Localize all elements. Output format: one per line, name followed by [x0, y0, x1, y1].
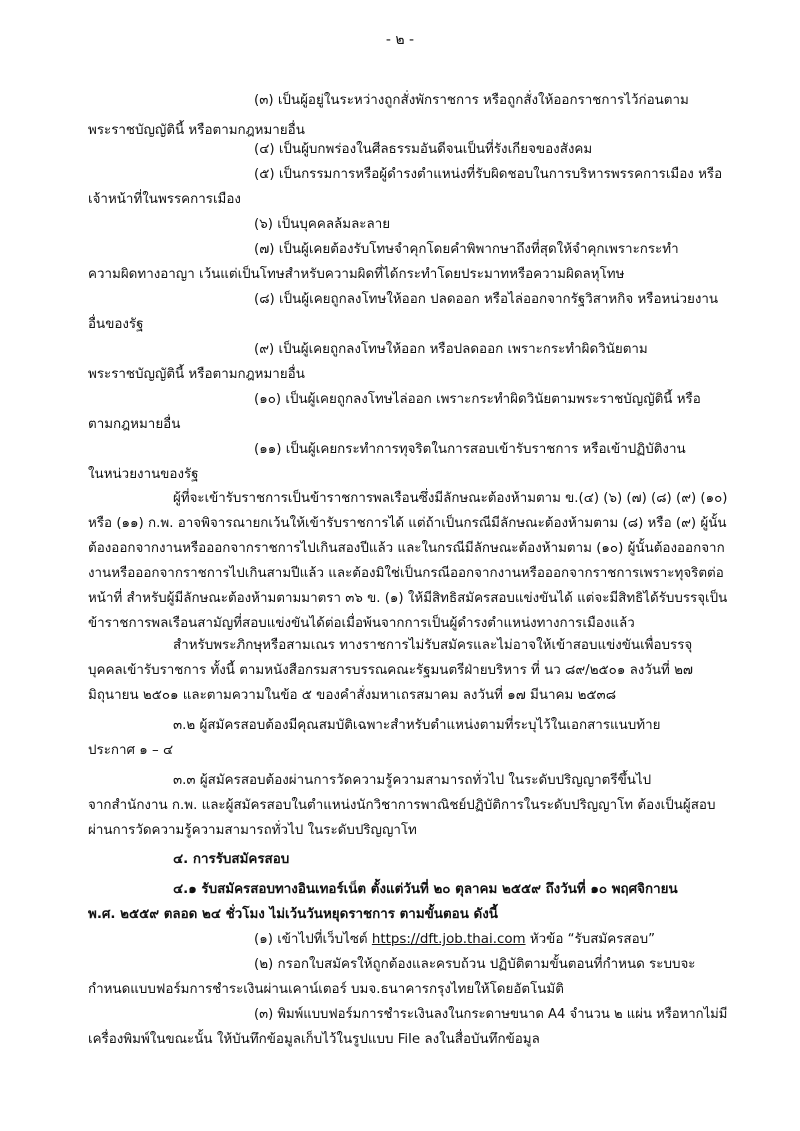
- item-5-cont: เจ้าหน้าที่ในพรรคการเมือง: [88, 192, 241, 207]
- item-9-cont: พระราชบัญญัตินี้ หรือตามกฎหมายอื่น: [88, 367, 305, 382]
- section-4-1-line-1: ๔.๑ รับสมัครสอบทางอินเทอร์เน็ต ตั้งแต่วันที่ ๒๐ ตุลาคม ๒๕๕๙ ถึงวันที่ ๑๐ พฤศจิกายน: [173, 882, 678, 897]
- section-4-1-line-2: พ.ศ. ๒๕๕๙ ตลอด ๒๔ ชั่วโมง ไม่เว้นวันหยุดราชการ ตามขั้นตอน ดังนี้: [88, 907, 498, 922]
- exemption-para-line-1: ผู้ที่จะเข้ารับราชการเป็นข้าราชการพลเรือนซึ่งมีลักษณะต้องห้ามตาม ข.(๔) (๖) (๗) (๘) (๙) (๑๐): [173, 491, 728, 506]
- item-9: (๙) เป็นผู้เคยถูกลงโทษให้ออก หรือปลดออก เพราะกระทำผิดวินัยตาม: [254, 342, 648, 357]
- page-number: - ๒ -: [385, 32, 415, 48]
- section-3-2-line-2: ประกาศ ๑ – ๔: [88, 743, 174, 758]
- step-2-line-2: กำหนดแบบฟอร์มการชำระเงินผ่านเคาน์เตอร์ บมจ.ธนาคารกรุงไทยให้โดยอัตโนมัติ: [88, 982, 564, 997]
- monk-para-line-1: สำหรับพระภิกษุหรือสามเณร ทางราชการไม่รับสมัครและไม่อาจให้เข้าสอบแข่งขันเพื่อบรรจุ: [173, 638, 693, 653]
- step-2-line-1: (๒) กรอกใบสมัครให้ถูกต้องและครบถ้วน ปฏิบัติตามขั้นตอนที่กำหนด ระบบจะ: [254, 957, 696, 972]
- item-8-cont: อื่นของรัฐ: [88, 317, 144, 332]
- section-3-3-line-2: จากสำนักงาน ก.พ. และผู้สมัครสอบในตำแหน่งนักวิชาการพาณิชย์ปฏิบัติการในระดับปริญญาโท ต้องเป็นผู้สอบ: [88, 798, 716, 813]
- exemption-para-line-4: งานหรือออกจากราชการไปเกินสามปีแล้ว และต้องมิใช่เป็นกรณีออกจากงานหรือออกจากราชการเพราะทุจริตต่อ: [88, 566, 724, 581]
- item-7-cont: ความผิดทางอาญา เว้นแต่เป็นโทษสำหรับความผิดที่ได้กระทำโดยประมาทหรือความผิดลหุโทษ: [88, 267, 625, 282]
- monk-para-line-2: บุคคลเข้ารับราชการ ทั้งนี้ ตามหนังสือกรมสารบรรณคณะรัฐมนตรีฝ่ายบริหาร ที่ นว ๘๙/๒๕๐๑ ลงวันที่ ๒๗: [88, 663, 693, 678]
- website-link[interactable]: https://dft.job.thai.com: [371, 932, 526, 947]
- step-1-prefix: (๑) เข้าไปที่เว็บไซต์: [254, 932, 372, 947]
- item-5: (๕) เป็นกรรมการหรือผู้ดำรงตำแหน่งที่รับผิดชอบในการบริหารพรรคการเมือง หรือ: [254, 167, 723, 182]
- item-10: (๑๐) เป็นผู้เคยถูกลงโทษไล่ออก เพราะกระทำผิดวินัยตามพระราชบัญญัตินี้ หรือ: [254, 392, 701, 407]
- section-3-3-line-1: ๓.๓ ผู้สมัครสอบต้องผ่านการวัดความรู้ความสามารถทั่วไป ในระดับปริญญาตรีขึ้นไป: [173, 773, 652, 788]
- exemption-para-line-3: ต้องออกจากงานหรือออกจากราชการไปเกินสองปีแล้ว และในกรณีมีลักษณะต้องห้ามตาม (๑๐) ผู้นั้นต้องออกจาก: [88, 541, 725, 556]
- item-10-cont: ตามกฎหมายอื่น: [88, 417, 181, 432]
- exemption-para-line-6: ข้าราชการพลเรือนสามัญที่สอบแข่งขันได้ต่อเมื่อพ้นจากการเป็นผู้ดำรงตำแหน่งทางการเมืองแล้ว: [88, 616, 635, 631]
- step-1-suffix: หัวข้อ “รับสมัครสอบ”: [525, 932, 656, 947]
- item-7: (๗) เป็นผู้เคยต้องรับโทษจำคุกโดยคำพิพากษาถึงที่สุดให้จำคุกเพราะกระทำ: [254, 242, 679, 257]
- item-3-cont: พระราชบัญญัตินี้ หรือตามกฎหมายอื่น: [88, 123, 305, 138]
- item-3: (๓) เป็นผู้อยู่ในระหว่างถูกสั่งพักราชการ หรือถูกสั่งให้ออกราชการไว้ก่อนตาม: [254, 93, 689, 108]
- exemption-para-line-2: หรือ (๑๑) ก.พ. อาจพิจารณายกเว้นให้เข้ารับราชการได้ แต่ถ้าเป็นกรณีมีลักษณะต้องห้ามตาม (๘) หรือ (๙) ผู้นั้น: [88, 516, 727, 531]
- item-6: (๖) เป็นบุคคลล้มละลาย: [254, 217, 391, 232]
- item-11: (๑๑) เป็นผู้เคยกระทำการทุจริตในการสอบเข้ารับราชการ หรือเข้าปฏิบัติงาน: [254, 442, 686, 457]
- monk-para-line-3: มิถุนายน ๒๕๐๑ และตามความในข้อ ๕ ของคำสั่งมหาเถรสมาคม ลงวันที่ ๑๗ มีนาคม ๒๕๓๘: [88, 688, 617, 703]
- section-3-2-line-1: ๓.๒ ผู้สมัครสอบต้องมีคุณสมบัติเฉพาะสำหรับตำแหน่งตามที่ระบุไว้ในเอกสารแนบท้าย: [173, 718, 661, 733]
- exemption-para-line-5: หน้าที่ สำหรับผู้มีลักษณะต้องห้ามตามมาตรา ๓๖ ข. (๑) ให้มีสิทธิสมัครสอบแข่งขันได้ แต่จะมีสิทธิได้รับบรรจุเป็น: [88, 591, 728, 606]
- step-3-line-1: (๓) พิมพ์แบบฟอร์มการชำระเงินลงในกระดาษขนาด A4 จำนวน ๒ แผ่น หรือหากไม่มี: [254, 1007, 728, 1022]
- section-3-3-line-3: ผ่านการวัดความรู้ความสามารถทั่วไป ในระดับปริญญาโท: [88, 823, 417, 838]
- item-4: (๔) เป็นผู้บกพร่องในศีลธรรมอันดีจนเป็นที่รังเกียจของสังคม: [254, 142, 593, 157]
- section-4-heading: ๔. การรับสมัครสอบ: [173, 852, 290, 867]
- item-11-cont: ในหน่วยงานของรัฐ: [88, 467, 199, 482]
- item-8: (๘) เป็นผู้เคยถูกลงโทษให้ออก ปลดออก หรือไล่ออกจากรัฐวิสาหกิจ หรือหน่วยงาน: [254, 292, 719, 307]
- step-1: [254, 927, 655, 952]
- step-3-line-2: เครื่องพิมพ์ในขณะนั้น ให้บันทึกข้อมูลเก็บไว้ในรูปแบบ File ลงในสื่อบันทึกข้อมูล: [88, 1032, 540, 1047]
